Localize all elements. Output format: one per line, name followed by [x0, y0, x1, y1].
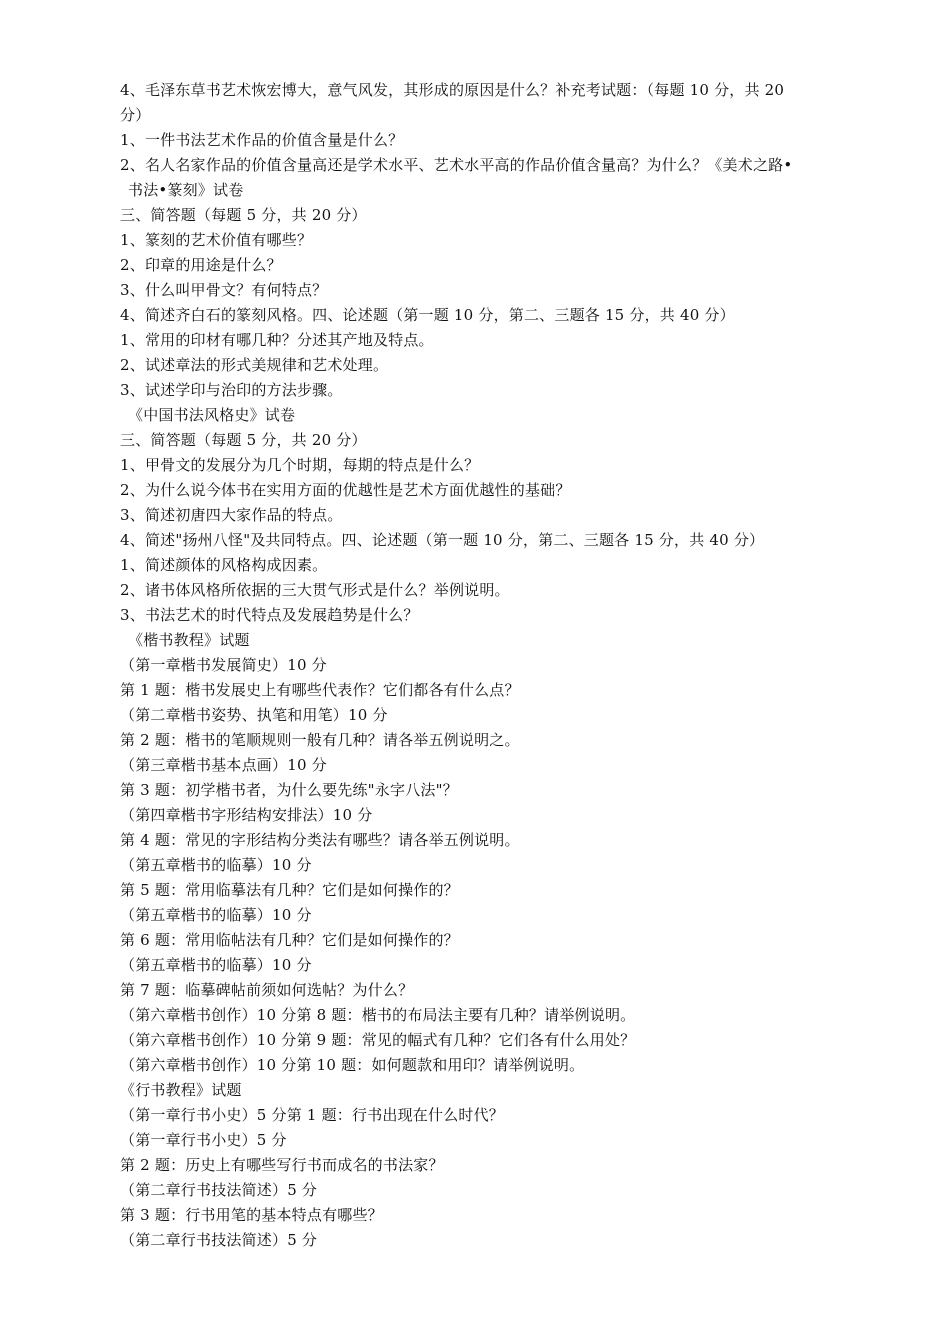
chapter-line: （第五章楷书的临摹）10 分: [120, 906, 312, 924]
chapter-line: （第五章楷书的临摹）10 分: [120, 956, 312, 974]
text-line: 3、简述初唐四大家作品的特点。: [120, 506, 343, 524]
chapter-line: （第一章楷书发展简史）10 分: [120, 656, 327, 674]
question-line: 第 4 题：常见的字形结构分类法有哪些？请各举五例说明。: [120, 831, 520, 849]
question-line: 第 6 题：常用临帖法有几种？它们是如何操作的？: [120, 931, 459, 949]
text-line: 1、篆刻的艺术价值有哪些？: [120, 231, 313, 249]
text-line: 2、印章的用途是什么？: [120, 256, 282, 274]
question-line: 第 3 题：初学楷书者，为什么要先练"永字八法"？: [120, 781, 458, 799]
chapter-line: （第三章楷书基本点画）10 分: [120, 756, 327, 774]
chapter-line: （第二章行书技法简述）5 分: [120, 1231, 318, 1249]
question-line: 第 2 题：历史上有哪些写行书而成名的书法家？: [120, 1156, 444, 1174]
chapter-line: （第一章行书小史）5 分: [120, 1131, 287, 1149]
chapter-line: （第二章行书技法简述）5 分: [120, 1181, 318, 1199]
exam-title: 《行书教程》试题: [120, 1081, 242, 1099]
text-line: 2、试述章法的形式美规律和艺术处理。: [120, 356, 389, 374]
text-line: 1、简述颜体的风格构成因素。: [120, 556, 328, 574]
text-line: 2、诸书体风格所依据的三大贯气形式是什么？举例说明。: [120, 581, 510, 599]
section-heading: 三、简答题（每题 5 分，共 20 分）: [120, 206, 367, 224]
text-line: 分）: [120, 106, 151, 124]
exam-title: 《中国书法风格史》试卷: [128, 406, 296, 424]
chapter-line: （第四章楷书字形结构安排法）10 分: [120, 806, 373, 824]
question-line: 第 2 题：楷书的笔顺规则一般有几种？请各举五例说明之。: [120, 731, 520, 749]
exam-title: 《楷书教程》试题: [128, 631, 250, 649]
text-line: 4、简述"扬州八怪"及共同特点。四、论述题（第一题 10 分，第二、三题各 15 分，共 40 分）: [120, 531, 765, 549]
question-line: （第六章楷书创作）10 分第 8 题：楷书的布局法主要有几种？请举例说明。: [120, 1006, 636, 1024]
text-line: 3、书法艺术的时代特点及发展趋势是什么？: [120, 606, 419, 624]
chapter-line: （第二章楷书姿势、执笔和用笔）10 分: [120, 706, 388, 724]
section-heading: 三、简答题（每题 5 分，共 20 分）: [120, 431, 367, 449]
question-line: （第六章楷书创作）10 分第 10 题：如何题款和用印？请举例说明。: [120, 1056, 585, 1074]
document-page: [120, 78, 875, 1253]
question-line: 第 3 题：行书用笔的基本特点有哪些？: [120, 1206, 383, 1224]
text-line: 4、简述齐白石的篆刻风格。四、论述题（第一题 10 分，第二、三题各 15 分，共 40 分）: [120, 306, 735, 324]
question-line: 第 7 题：临摹碑帖前须如何选帖？为什么？: [120, 981, 414, 999]
text-line: 1、甲骨文的发展分为几个时期，每期的特点是什么？: [120, 456, 480, 474]
text-line: 4、毛泽东草书艺术恢宏博大，意气风发，其形成的原因是什么？补充考试题：（每题 10 分，共 20: [120, 81, 785, 99]
question-line: （第六章楷书创作）10 分第 9 题：常见的幅式有几种？它们各有什么用处？: [120, 1031, 636, 1049]
chapter-line: （第五章楷书的临摹）10 分: [120, 856, 312, 874]
question-line: 第 1 题：楷书发展史上有哪些代表作？它们都各有什么点？: [120, 681, 520, 699]
text-line: 3、什么叫甲骨文？有何特点？: [120, 281, 328, 299]
question-line: 第 5 题：常用临摹法有几种？它们是如何操作的？: [120, 881, 459, 899]
text-line: 1、常用的印材有哪几种？分述其产地及特点。: [120, 331, 434, 349]
text-line: 2、名人名家作品的价值含量高还是学术水平、艺术水平高的作品价值含量高？为什么？《美术之路•: [120, 156, 793, 174]
text-line: 2、为什么说今体书在实用方面的优越性是艺术方面优越性的基础？: [120, 481, 571, 499]
text-line: 1、一件书法艺术作品的价值含量是什么？: [120, 131, 404, 149]
text-line: 书法•篆刻》试卷: [128, 181, 244, 199]
question-line: （第一章行书小史）5 分第 1 题：行书出现在什么时代？: [120, 1106, 504, 1124]
text-line: 3、试述学印与治印的方法步骤。: [120, 381, 343, 399]
